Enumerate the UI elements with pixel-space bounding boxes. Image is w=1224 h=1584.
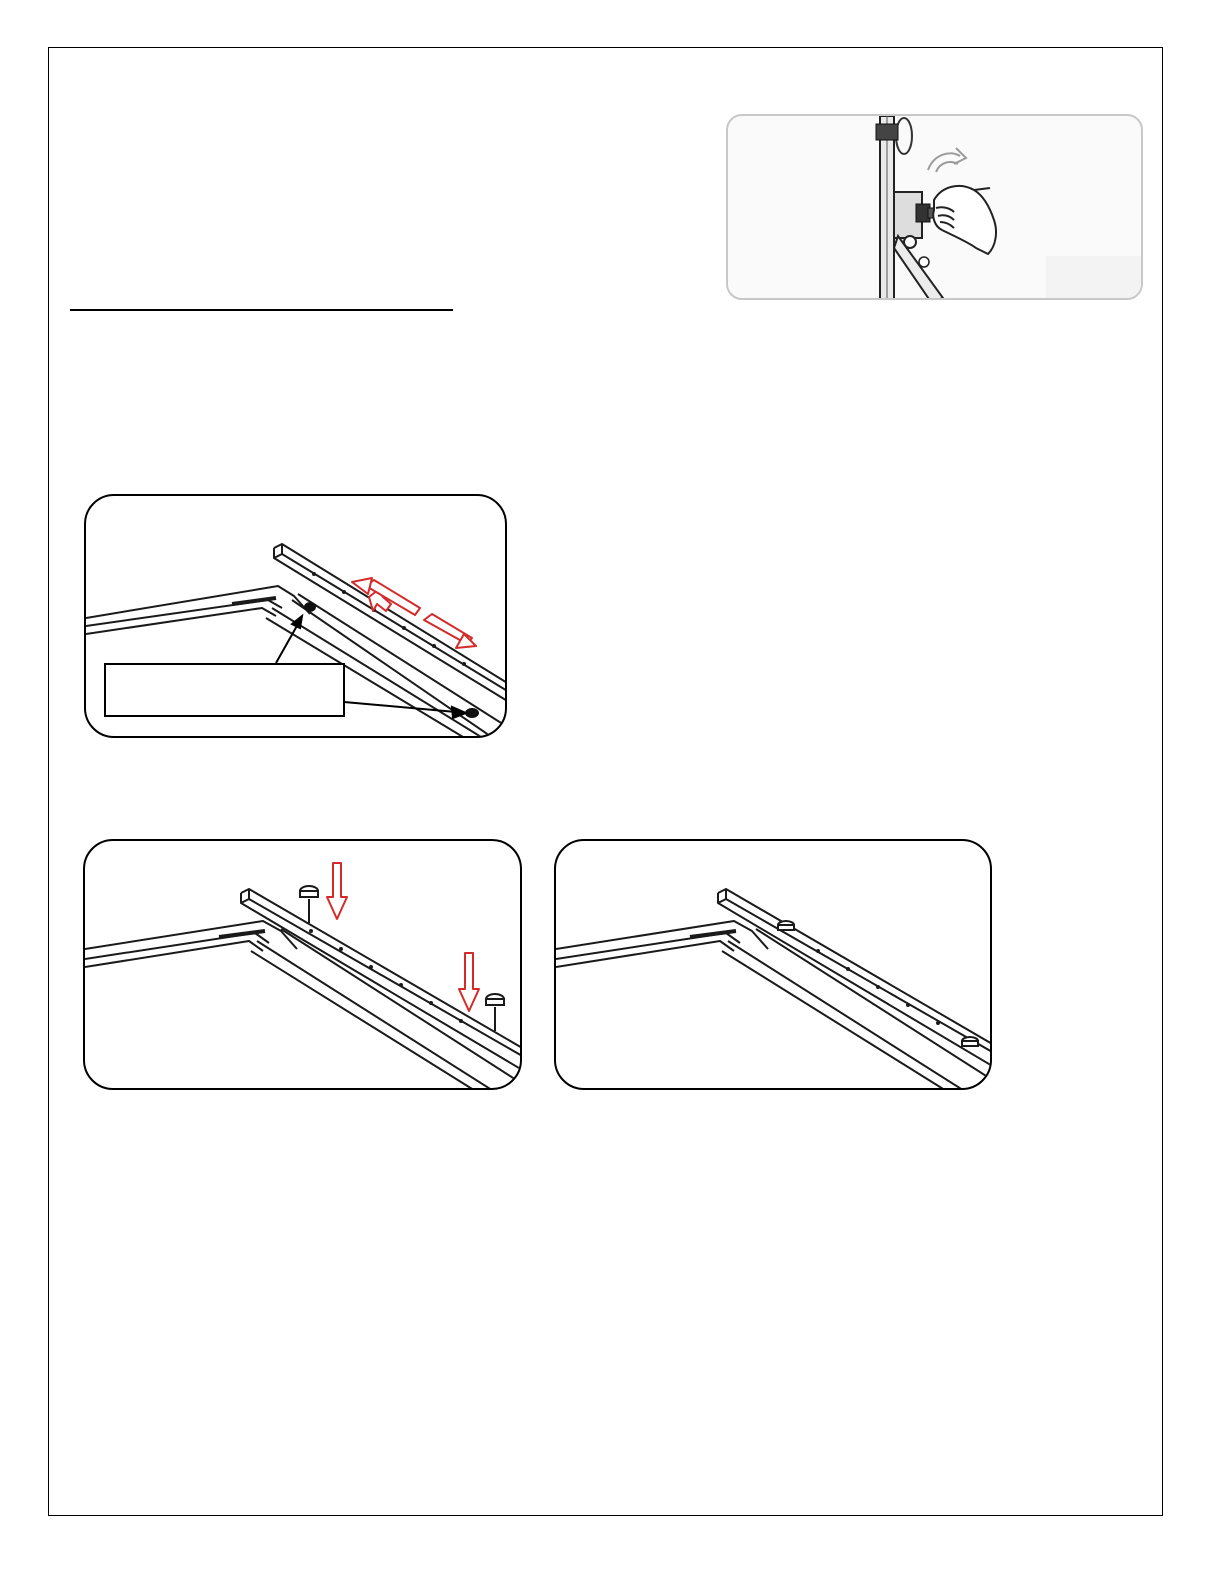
callout-label-box — [104, 663, 345, 717]
figure-slide-rail-into-position — [84, 494, 507, 738]
figure-bolts-installed — [554, 839, 992, 1090]
figure-photo-knob-tightening — [726, 114, 1143, 300]
hand-icon — [933, 186, 996, 254]
section-heading-underline — [70, 309, 453, 311]
thumb-bolt-icon — [300, 886, 318, 923]
thumb-bolt-icon — [778, 921, 794, 930]
thumb-bolt-icon — [962, 1037, 978, 1046]
down-arrow-icon — [327, 863, 347, 919]
bolt-hole-icon — [304, 602, 316, 612]
thumb-bolt-icon — [486, 994, 504, 1031]
rotate-arrow-icon — [928, 148, 966, 172]
figure-insert-bolts — [83, 839, 522, 1090]
down-arrow-icon — [459, 953, 479, 1011]
